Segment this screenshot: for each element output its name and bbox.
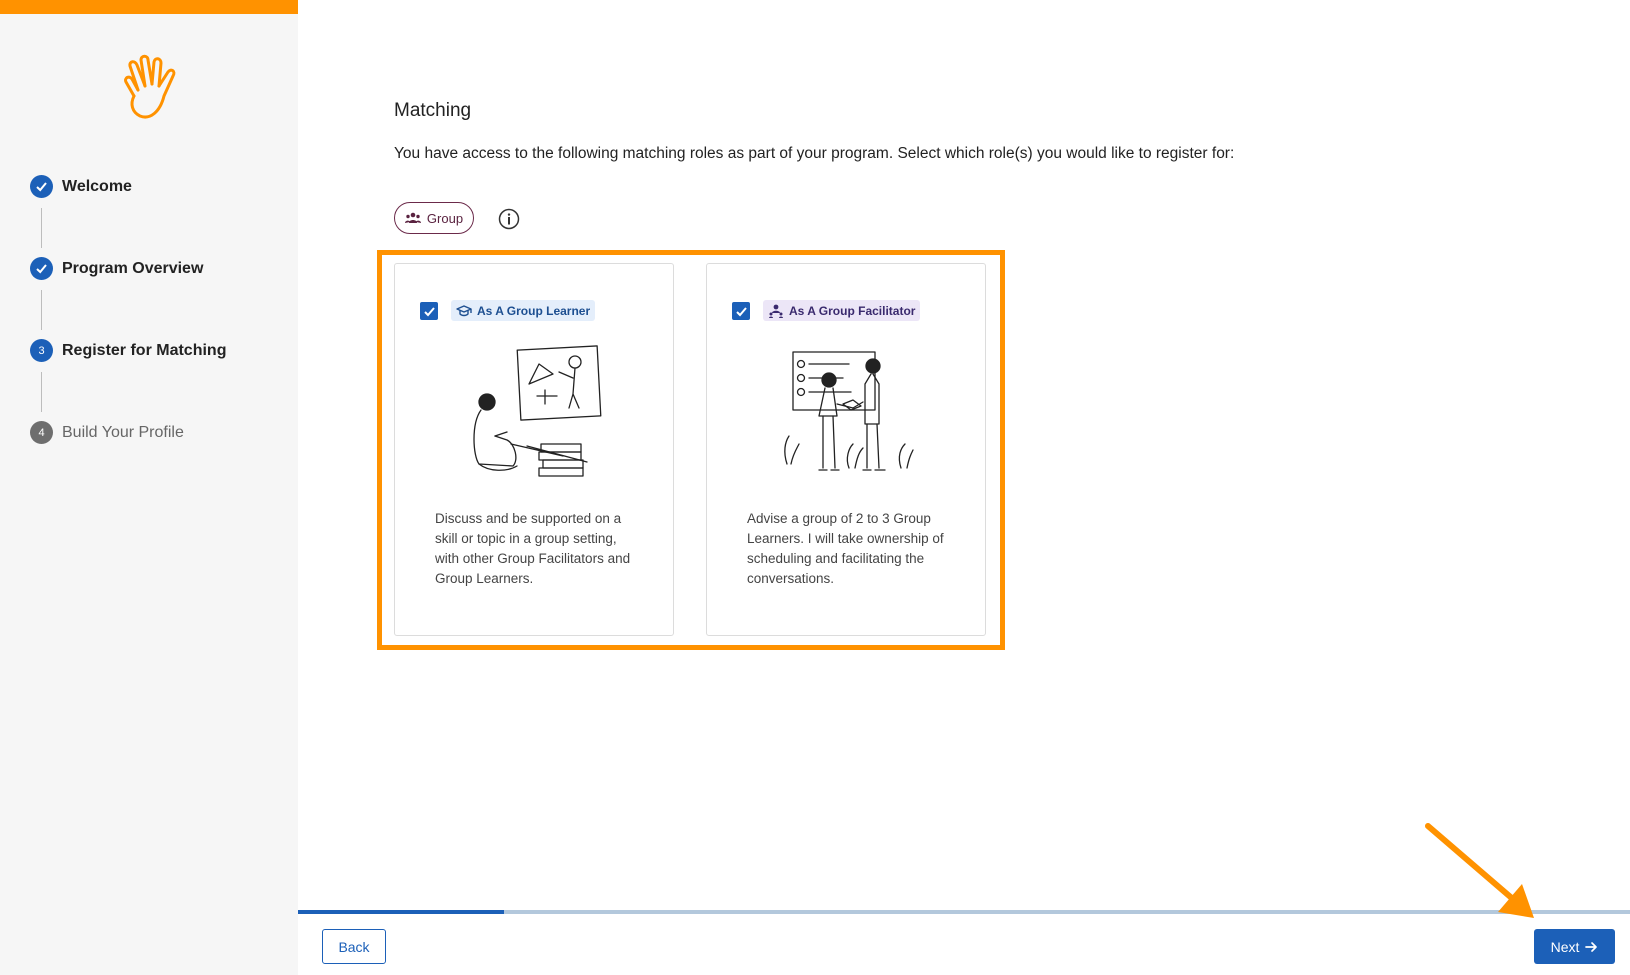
step-number: 3 xyxy=(30,339,53,362)
step-label: Build Your Profile xyxy=(62,423,184,441)
role-card-group-learner[interactable] xyxy=(394,263,674,636)
role-badge-learner xyxy=(451,300,595,321)
step-register-for-matching xyxy=(30,339,226,362)
group-chip[interactable] xyxy=(394,202,474,234)
group-people-icon xyxy=(405,212,421,224)
next-button[interactable] xyxy=(1534,929,1615,964)
learner-checkbox[interactable] xyxy=(420,302,438,320)
progress-fill xyxy=(298,910,504,914)
role-card-group-facilitator[interactable] xyxy=(706,263,986,636)
group-chip-label: Group xyxy=(426,210,464,226)
graduation-cap-icon xyxy=(456,304,472,318)
step-connector xyxy=(41,372,42,412)
learner-illustration xyxy=(467,344,607,484)
annotation-arrow-icon xyxy=(1418,820,1538,920)
step-connector xyxy=(41,290,42,330)
next-button-label: Next xyxy=(1550,938,1580,955)
role-description: Advise a group of 2 to 3 Group Learners. I will take ownership of scheduling and facilitating the conversations. xyxy=(747,511,944,586)
page-title: Matching xyxy=(394,100,472,121)
role-badge-facilitator xyxy=(763,300,920,321)
step-program-overview xyxy=(30,257,203,280)
step-label: Register for Matching xyxy=(62,341,227,359)
role-label: As A Group Learner xyxy=(477,303,591,318)
step-welcome xyxy=(30,175,132,198)
info-icon[interactable] xyxy=(498,208,520,230)
arrow-right-icon xyxy=(1585,941,1598,953)
step-label: Program Overview xyxy=(62,259,204,277)
step-connector xyxy=(41,208,42,248)
sidebar xyxy=(0,0,298,975)
facilitator-checkbox[interactable] xyxy=(732,302,750,320)
role-label: As A Group Facilitator xyxy=(789,303,916,318)
facilitator-illustration xyxy=(779,344,919,484)
role-description: Discuss and be supported on a skill or topic in a group setting, with other Group Facilitators and Group Learners. xyxy=(435,511,631,586)
facilitator-icon xyxy=(768,304,784,318)
waving-hand-icon xyxy=(116,52,186,126)
back-button[interactable]: Back xyxy=(322,929,386,964)
step-build-your-profile xyxy=(30,421,184,444)
step-label: Welcome xyxy=(62,177,132,195)
step-complete-check-icon xyxy=(30,257,53,280)
page-description: You have access to the following matching roles as part of your program. Select which role(s) you would like to register for: xyxy=(394,145,1235,162)
checkmark-icon xyxy=(735,305,748,318)
checkmark-icon xyxy=(423,305,436,318)
step-complete-check-icon xyxy=(30,175,53,198)
sidebar-accent-bar xyxy=(0,0,298,14)
step-number: 4 xyxy=(30,421,53,444)
